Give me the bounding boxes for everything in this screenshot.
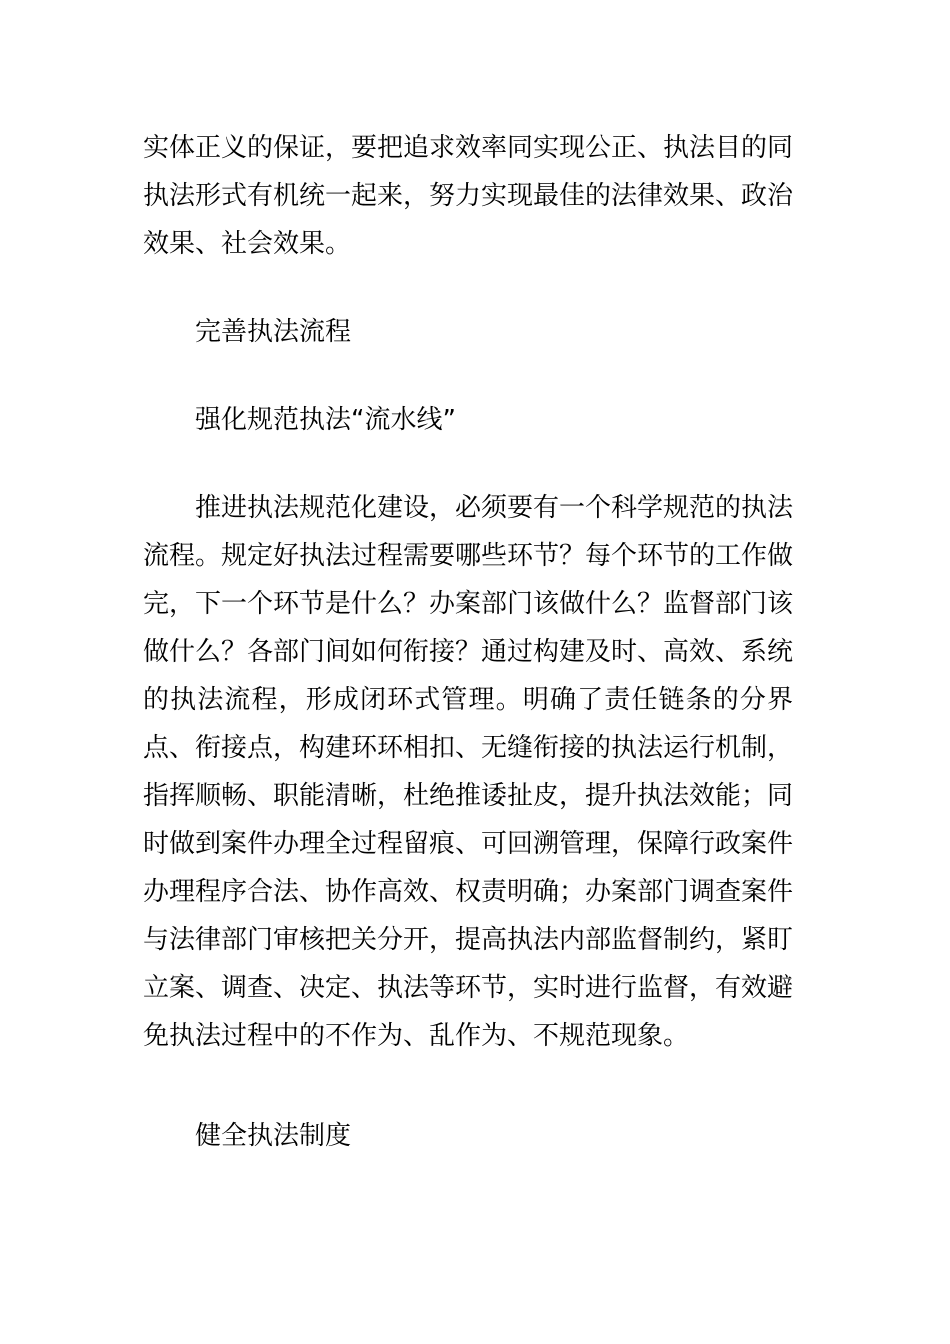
section-heading: 健全执法制度 <box>195 1121 352 1151</box>
section-heading: 强化规范执法“流水线” <box>195 405 456 435</box>
section-heading: 完善执法流程 <box>195 317 352 347</box>
paragraph: 实体正义的保证，要把追求效率同实现公正、执法目的同执法形式有机统一起来，努力实现最佳的法律效果、政治效果、社会效果。 <box>143 133 794 259</box>
paragraph: 推进执法规范化建设，必须要有一个科学规范的执法流程。规定好执法过程需要哪些环节？每个环节的工作做完，下一个环节是什么？办案部门该做什么？监督部门该做什么？各部门间如何衔接？通过构建及时、高效、系统的执法流程，形成闭环式管理。明确了责任链条的分界点、衔接点，构建环环相扣、无缝衔接的执法运行机制，指挥顺畅、职能清晰，杜绝推诿扯皮，提升执法效能；同时做到案件办理全过程留痕、可回溯管理，保障行政案件办理程序合法、协作高效、权责明确；办案部门调查案件与法律部门审核把关分开，提高执法内部监督制约，紧盯立案、调查、决定、执法等环节，实时进行监督，有效避免执法过程中的不作为、乱作为、不规范现象。 <box>143 493 794 1051</box>
